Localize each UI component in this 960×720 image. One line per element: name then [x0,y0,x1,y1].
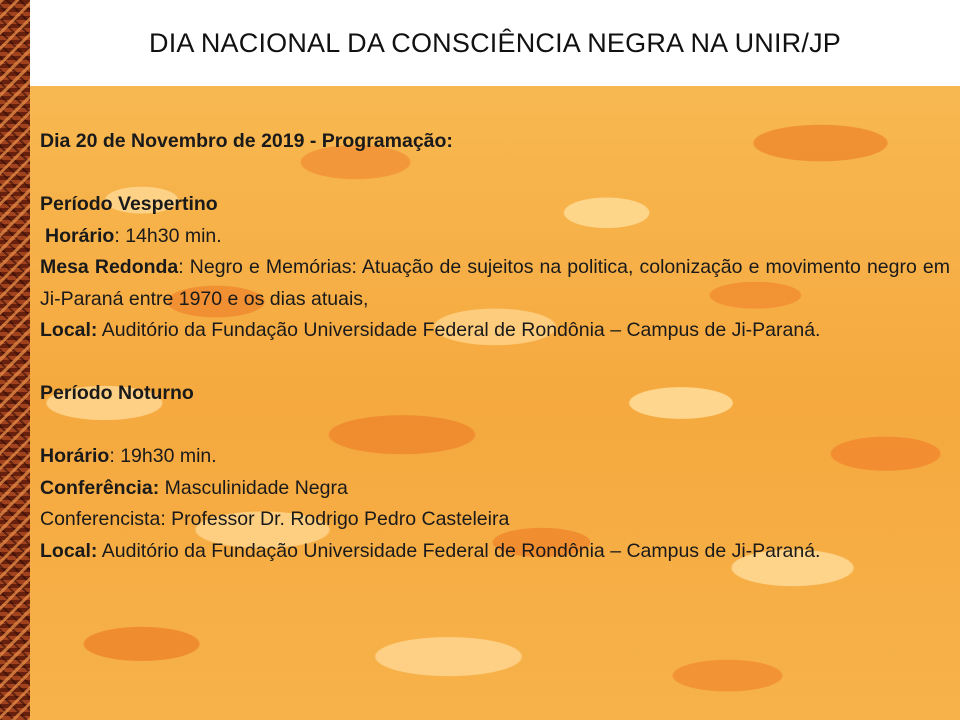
noturno-heading [40,378,950,410]
vespertino-horario-value: : 14h30 min. [114,224,222,247]
vespertino-local [40,315,950,347]
noturno-horario-value: : 19h30 min. [109,445,217,467]
date-line [40,126,950,158]
date-text: Dia 20 de Novembro de 2019 - Programação: [40,130,453,152]
noturno-conferencista: Conferencista: Professor Dr. Rodrigo Pedro Casteleira [40,508,510,530]
noturno-local-label: Local: [40,539,98,562]
spacer [40,410,950,442]
page-title: DIA NACIONAL DA CONSCIÊNCIA NEGRA NA UNIR/JP [30,0,960,86]
noturno-conferencia-label: Conferência: [40,476,160,499]
noturno-local-value: Auditório da Fundação Universidade Federal de Rondônia – Campus de Ji-Paraná. [97,539,821,562]
noturno-conferencia-value: Masculinidade Negra [159,476,348,499]
noturno-heading-text: Período Noturno [40,382,194,404]
spacer [40,158,950,190]
vespertino-heading-text: Período Vespertino [40,193,218,215]
vespertino-heading [40,189,950,221]
vespertino-local-value: Auditório da Fundação Universidade Federal de Rondônia – Campus de Ji-Paraná. [97,319,821,341]
vespertino-mesa [40,252,950,315]
vespertino-horario [40,221,950,253]
program-content [40,126,950,567]
spacer [40,347,950,379]
vespertino-horario-label: Horário [45,224,115,247]
decorative-border [0,0,31,720]
noturno-horario [40,441,950,473]
noturno-conferencia [40,473,950,505]
noturno-local [40,536,950,568]
vespertino-local-label: Local: [40,319,98,341]
vespertino-mesa-label: Mesa Redonda [40,256,179,278]
noturno-horario-label: Horário [40,445,110,467]
vespertino-mesa-value: : Negro e Memórias: Atuação de sujeitos na politica, colonização e movimento negro em Ji-Paraná entre 1970 e os dias atuais, [40,256,950,310]
